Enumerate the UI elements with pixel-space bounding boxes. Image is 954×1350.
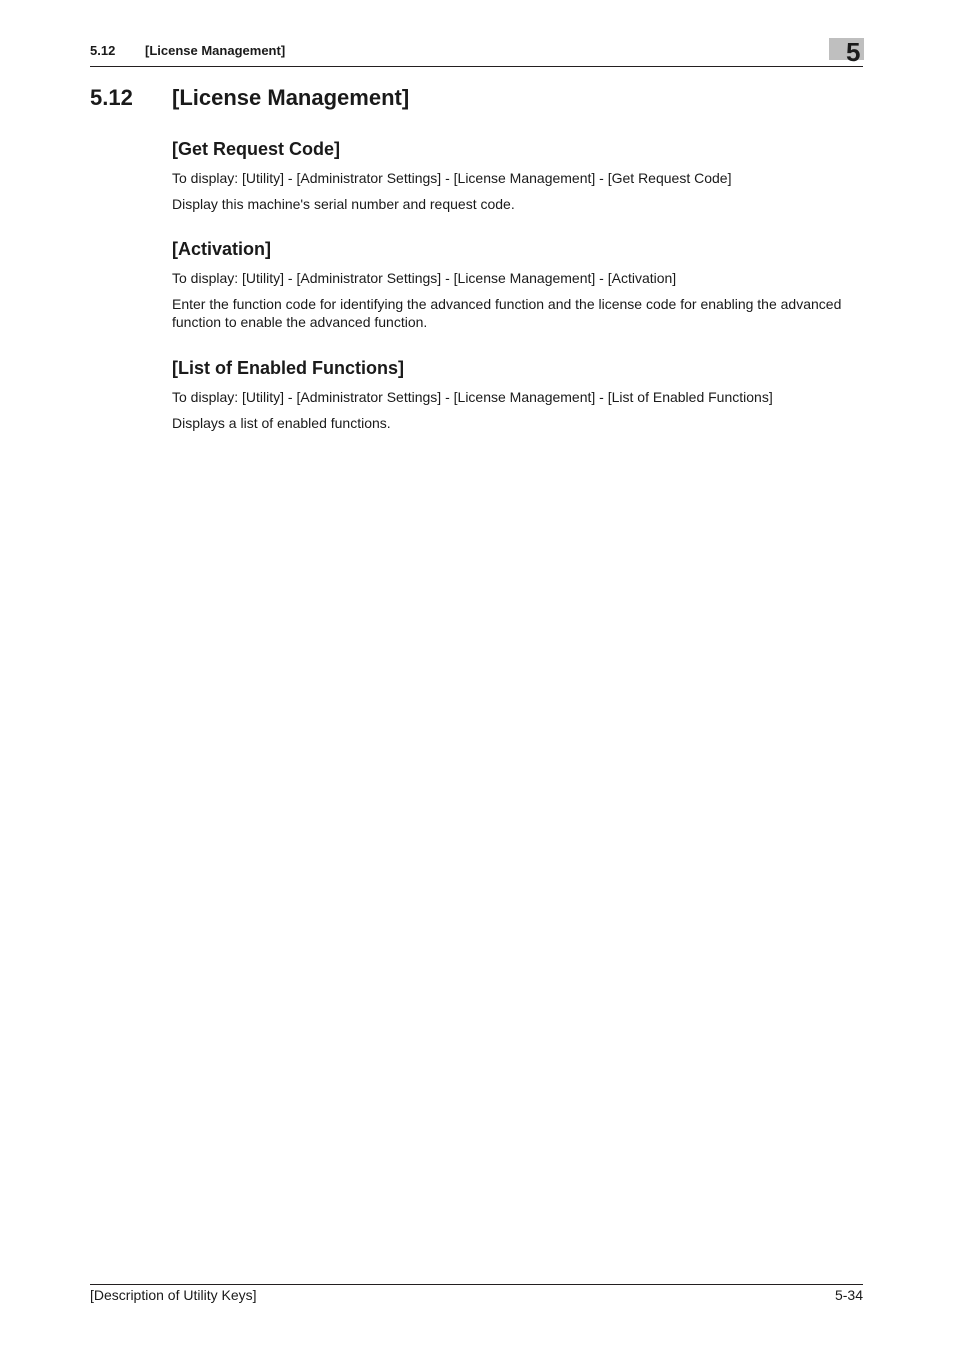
section-get-request-code — [172, 137, 864, 213]
section-path: To display: [Utility] - [Administrator Settings] - [License Management] - [Get Request Code] — [172, 170, 732, 186]
page-title-text: [License Management] — [172, 85, 410, 110]
section-heading: [Get Request Code] — [172, 139, 341, 159]
section-list-of-enabled-functions — [172, 356, 864, 432]
footer-chapter-title: [Description of Utility Keys] — [90, 1287, 257, 1303]
page-title — [90, 84, 409, 112]
header-section-title: [License Management] — [145, 43, 286, 58]
page-title-number: 5.12 — [90, 85, 133, 110]
running-header — [90, 42, 863, 67]
section-description: Enter the function code for identifying the advanced function and the license code for enabling the advanced function to enable the advanced function. — [172, 296, 842, 330]
section-heading: [List of Enabled Functions] — [172, 358, 404, 378]
section-description: Display this machine's serial number and request code. — [172, 196, 515, 212]
header-section-number: 5.12 — [90, 43, 116, 58]
section-activation — [172, 237, 864, 331]
footer-page-number: 5-34 — [834, 1287, 863, 1303]
chapter-number: 5 — [846, 37, 861, 67]
page-footer — [90, 1284, 863, 1303]
section-path: To display: [Utility] - [Administrator Settings] - [License Management] - [Activation] — [172, 270, 677, 286]
section-description: Displays a list of enabled functions. — [172, 415, 391, 431]
section-heading: [Activation] — [172, 239, 271, 259]
section-path: To display: [Utility] - [Administrator Settings] - [License Management] - [List of Enabled Functions] — [172, 389, 773, 405]
